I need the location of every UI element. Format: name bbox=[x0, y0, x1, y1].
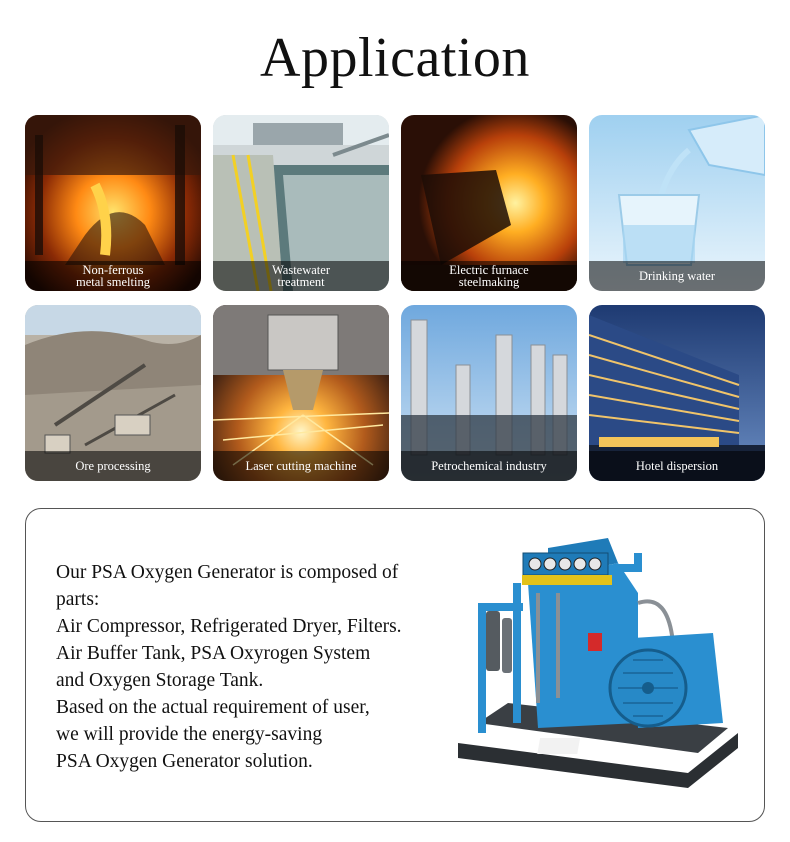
application-tile-petrochemical bbox=[401, 305, 577, 481]
caption-line: Drinking water bbox=[638, 269, 716, 283]
description-line: Air Compressor, Refrigerated Dryer, Filters. bbox=[56, 616, 402, 637]
description-line: parts: bbox=[56, 589, 100, 610]
caption-line: Ore processing bbox=[75, 459, 151, 473]
caption-line: Hotel dispersion bbox=[635, 459, 719, 473]
application-tile-furnace bbox=[401, 115, 577, 291]
description-line: Based on the actual requirement of user, bbox=[56, 697, 370, 718]
page-title: Application bbox=[260, 27, 530, 89]
application-tile-hotel bbox=[589, 305, 765, 481]
application-tile-metal-smelting bbox=[25, 115, 201, 291]
application-caption bbox=[401, 451, 577, 481]
application-caption bbox=[213, 261, 389, 291]
caption-line: Non-ferrous bbox=[82, 263, 144, 277]
application-grid bbox=[25, 115, 765, 481]
application-tile-wastewater bbox=[213, 115, 389, 291]
description-line: and Oxygen Storage Tank. bbox=[56, 670, 264, 691]
description-line: PSA Oxygen Generator solution. bbox=[56, 751, 313, 772]
description-line: Air Buffer Tank, PSA Oxyrogen System bbox=[56, 643, 371, 664]
caption-line: steelmaking bbox=[458, 275, 520, 289]
oxygen-compressor-image bbox=[438, 523, 743, 798]
application-tile-ore-processing bbox=[25, 305, 201, 481]
caption-line: metal smelting bbox=[76, 275, 150, 289]
application-caption bbox=[401, 261, 577, 291]
application-tile-laser-cutting bbox=[213, 305, 389, 481]
application-caption bbox=[589, 451, 765, 481]
caption-line: Electric furnace bbox=[449, 263, 529, 277]
application-caption bbox=[25, 261, 201, 291]
caption-line: Laser cutting machine bbox=[245, 459, 357, 473]
description-line: Our PSA Oxygen Generator is composed of bbox=[56, 562, 399, 583]
product-description bbox=[56, 559, 456, 775]
caption-line: Petrochemical industry bbox=[431, 459, 547, 473]
application-caption bbox=[213, 451, 389, 481]
caption-line: treatment bbox=[277, 275, 325, 289]
application-caption bbox=[25, 451, 201, 481]
product-description-panel bbox=[25, 508, 765, 822]
application-tile-drinking-water bbox=[589, 115, 765, 291]
caption-line: Wastewater bbox=[272, 263, 330, 277]
description-line: we will provide the energy-saving bbox=[56, 724, 323, 745]
application-caption bbox=[589, 261, 765, 291]
